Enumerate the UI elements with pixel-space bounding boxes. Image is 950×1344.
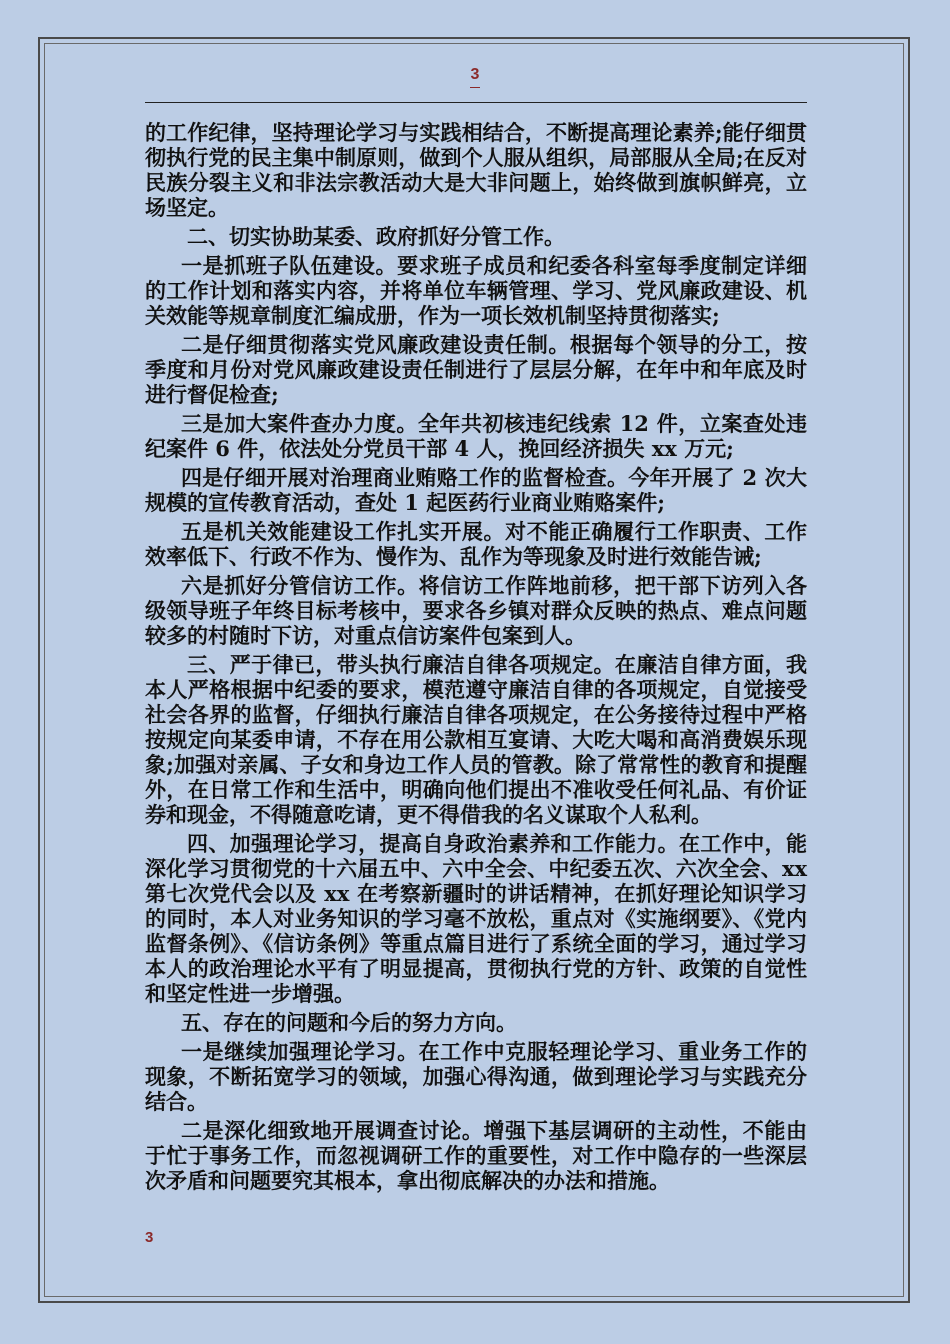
paragraph-0: 的工作纪律，坚持理论学习与实践相结合，不断提高理论素养;能仔细贯彻执行党的民主集中制原则，做到个人服从组织，局部服从全局;在反对民族分裂主义和非法宗教活动大是大非问题上，始终做到旗帜鲜亮，立场坚定。	[145, 120, 807, 220]
paragraph-4: 三是加大案件查办力度。全年共初核违纪线索 12 件，立案查处违纪案件 6 件，依法处分党员干部 4 人，挽回经济损失 xx 万元;	[145, 411, 807, 461]
header-number-underline	[470, 87, 480, 88]
heading-section-5: 五、存在的问题和今后的努力方向。	[181, 1010, 517, 1035]
paragraph-12: 二是深化细致地开展调查讨论。增强下基层调研的主动性，不能由于忙于事务工作，而忽视调研工作的重要性，对工作中隐存的一些深层次矛盾和问题要究其根本，拿出彻底解决的办法和措施。	[145, 1118, 807, 1193]
paragraph-3: 二是仔细贯彻落实党风廉政建设责任制。根据每个领导的分工，按季度和月份对党风廉政建设责任制进行了层层分解，在年中和年底及时进行督促检查;	[145, 332, 807, 407]
header-page-number: 3	[470, 66, 480, 83]
header-rule	[145, 102, 807, 103]
document-body	[145, 120, 807, 1197]
paragraph-6: 五是机关效能建设工作扎实开展。对不能正确履行工作职责、工作效率低下、行政不作为、慢作为、乱作为等现象及时进行效能告诫;	[145, 519, 807, 569]
paragraph-2: 一是抓班子队伍建设。要求班子成员和纪委各科室每季度制定详细的工作计划和落实内容，并将单位车辆管理、学习、党风廉政建设、机关效能等规章制度汇编成册，作为一项长效机制坚持贯彻落实;	[145, 253, 807, 328]
paragraph-5: 四是仔细开展对治理商业贿赂工作的监督检查。今年开展了 2 次大规模的宣传教育活动，查处 1 起医药行业商业贿赂案件;	[145, 465, 807, 515]
footer-page-number: 3	[145, 1229, 154, 1246]
heading-section-2: 二、切实协助某委、政府抓好分管工作。	[187, 224, 565, 249]
paragraph-7: 六是抓好分管信访工作。将信访工作阵地前移，把干部下访列入各级领导班子年终目标考核中，要求各乡镇对群众反映的热点、难点问题较多的村随时下访，对重点信访案件包案到人。	[145, 573, 807, 648]
paragraph-8: 三、严于律已，带头执行廉洁自律各项规定。在廉洁自律方面，我本人严格根据中纪委的要求，模范遵守廉洁自律的各项规定，自觉接受社会各界的监督，仔细执行廉洁自律各项规定，在公务接待过程中严格按规定向某委申请，不存在用公款相互宴请、大吃大喝和高消费娱乐现象;加强对亲属、子女和身边工作人员的管教。除了常常性的教育和提醒外，在日常工作和生活中，明确向他们提出不准收受任何礼品、有价证券和现金，不得随意吃请，更不得借我的名义谋取个人私利。	[145, 652, 807, 827]
paragraph-9: 四、加强理论学习，提高自身政治素养和工作能力。在工作中，能深化学习贯彻党的十六届五中、六中全会、中纪委五次、六次全会、xx 第七次党代会以及 xx 在考察新疆时的讲话精神，在抓好理论知识学习的同时，本人对业务知识的学习毫不放松，重点对《实施纲要》、《党内监督条例》、《信访条例》等重点篇目进行了系统全面的学习，通过学习本人的政治理论水平有了明显提高，贯彻执行党的方针、政策的自觉性和坚定性进一步增强。	[145, 831, 807, 1006]
paragraph-11: 一是继续加强理论学习。在工作中克服轻理论学习、重业务工作的现象，不断拓宽学习的领域，加强心得沟通，做到理论学习与实践充分结合。	[145, 1039, 807, 1114]
